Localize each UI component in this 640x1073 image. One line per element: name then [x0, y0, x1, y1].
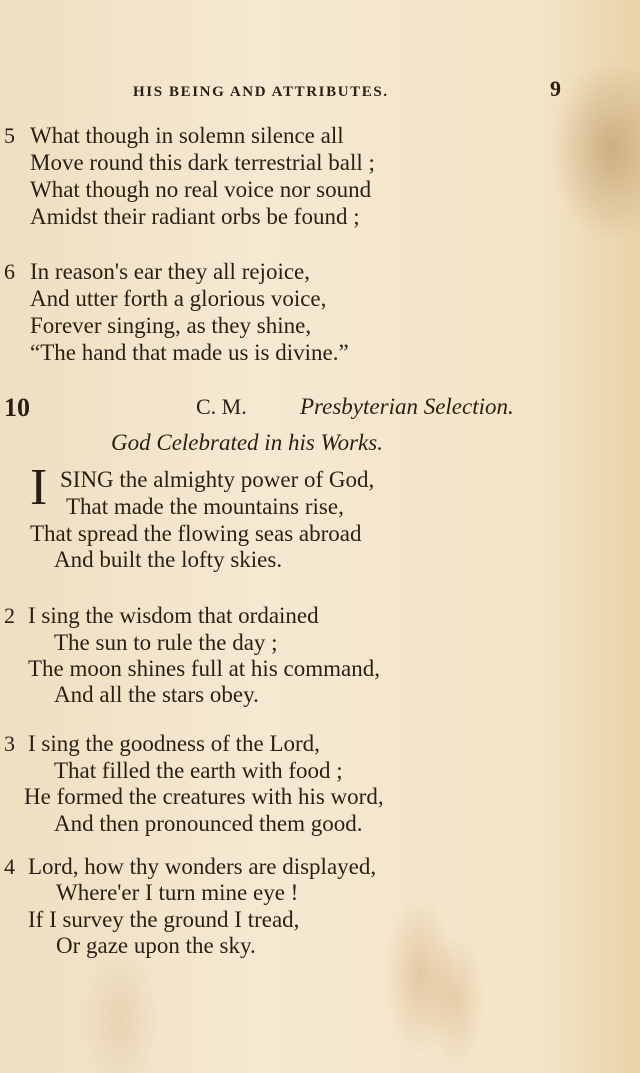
verse-line: I sing the wisdom that ordained	[28, 603, 319, 628]
drop-cap: I	[30, 459, 48, 516]
verse-line: Or gaze upon the sky.	[56, 933, 256, 958]
verse-line: I sing the goodness of the Lord,	[28, 731, 320, 756]
verse-line: In reason's ear they all rejoice,	[30, 259, 311, 284]
verse-number: 6	[4, 259, 15, 284]
verse-line: SING the almighty power of God,	[60, 467, 375, 492]
verse-line: That spread the flowing seas abroad	[30, 521, 362, 546]
verse-line: He formed the creatures with his word,	[24, 784, 384, 809]
verse-line: What though in solemn silence all	[30, 123, 344, 148]
verse-line: Amidst their radiant orbs be found ;	[30, 204, 360, 229]
verse-line: That made the mountains rise,	[66, 494, 344, 519]
verse-line: Move round this dark terrestrial ball ;	[30, 150, 375, 175]
verse-line: And then pronounced them good.	[54, 811, 363, 836]
page-number: 9	[550, 76, 561, 101]
verse-number: 5	[4, 123, 15, 148]
verse-line: Forever singing, as they shine,	[30, 313, 312, 338]
verse-line: Where'er I turn mine eye !	[56, 880, 299, 905]
verse-line: That filled the earth with food ;	[54, 758, 343, 783]
verse-line: “The hand that made us is divine.”	[30, 340, 349, 365]
verse-line: If I survey the ground I tread,	[28, 907, 300, 932]
verse-line: The moon shines full at his command,	[28, 656, 380, 681]
running-head: HIS BEING AND ATTRIBUTES.	[133, 84, 389, 100]
verse-number: 3	[4, 731, 15, 756]
verse-line: And utter forth a glorious voice,	[30, 286, 327, 311]
verse-line: The sun to rule the day ;	[54, 630, 278, 655]
hymn-title: God Celebrated in his Works.	[111, 430, 383, 455]
verse-number: 2	[4, 603, 15, 628]
verse-number: 4	[4, 854, 15, 879]
hymn-source: Presbyterian Selection.	[300, 394, 514, 419]
verse-line: Lord, how thy wonders are displayed,	[28, 854, 377, 879]
verse-line: What though no real voice nor sound	[30, 177, 372, 202]
hymn-number: 10	[4, 393, 30, 422]
verse-line: And all the stars obey.	[54, 682, 259, 707]
hymn-meter: C. M.	[196, 394, 247, 419]
verse-line: And built the lofty skies.	[54, 547, 283, 572]
